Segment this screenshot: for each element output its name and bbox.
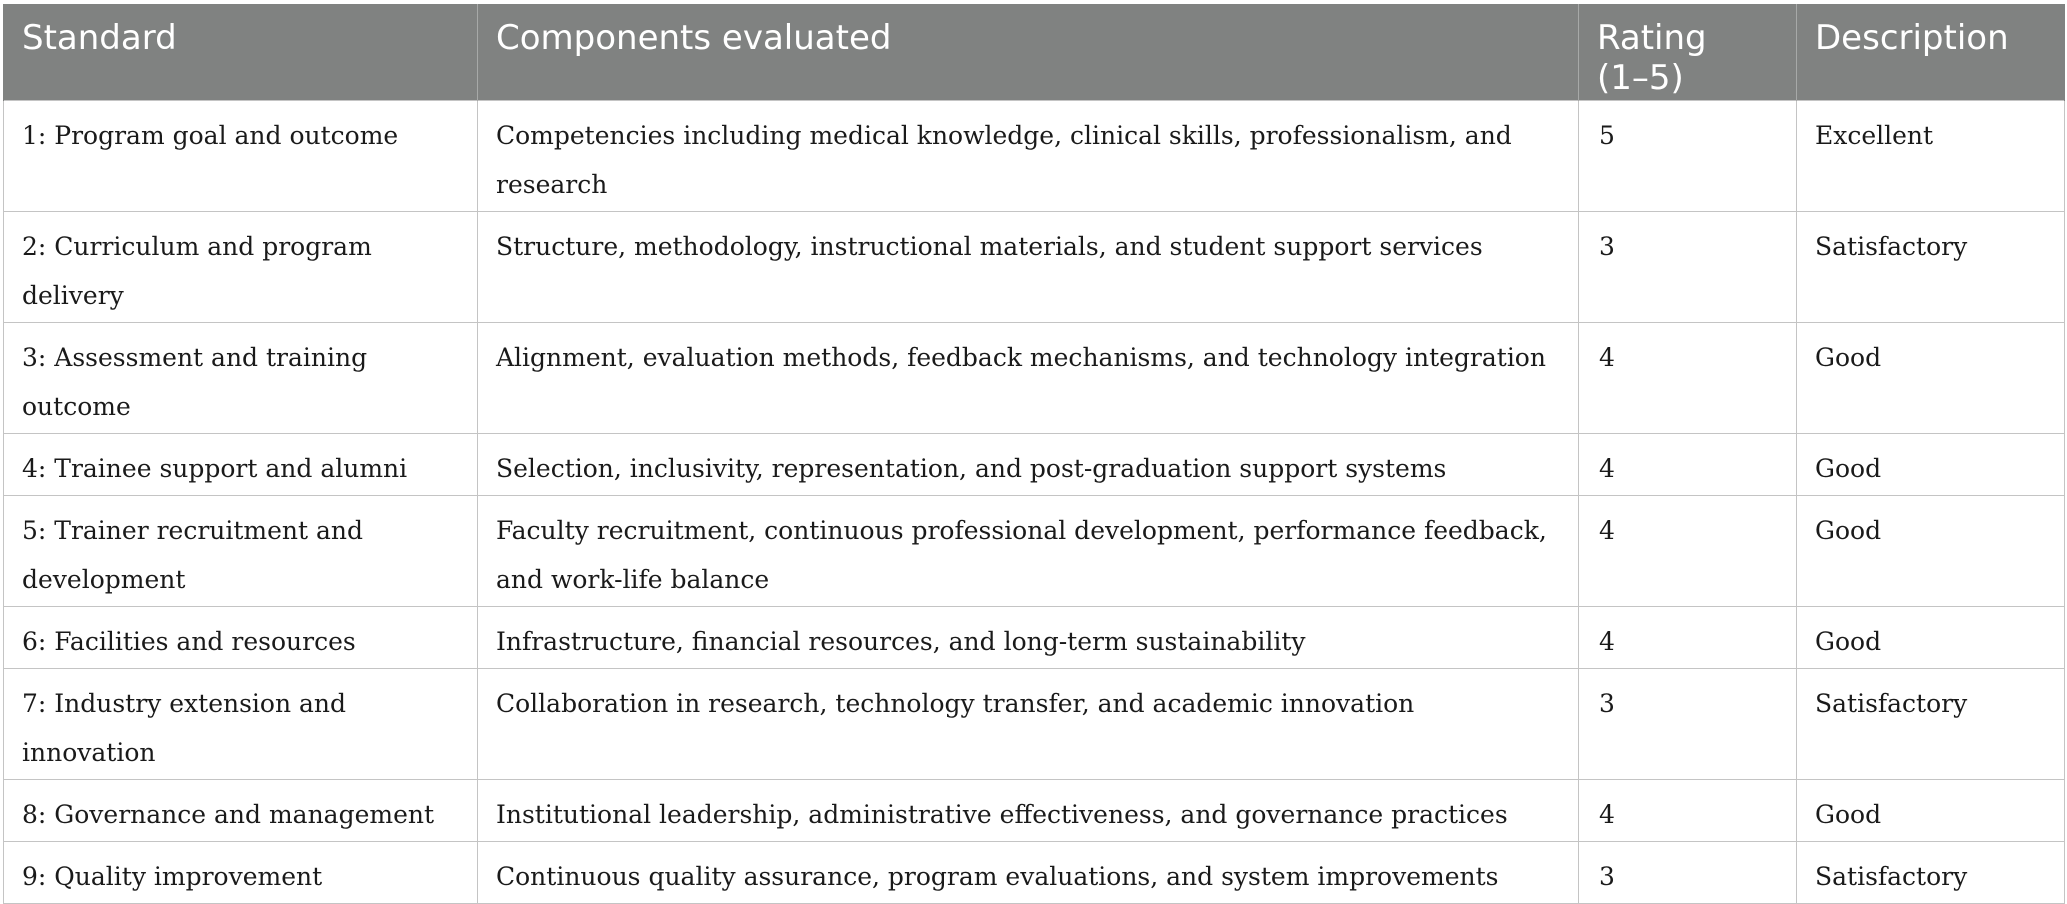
cell-rating: 4 [1579, 606, 1797, 668]
cell-standard: 3: Assessment and training outcome [4, 322, 478, 433]
table-row [4, 433, 2065, 495]
cell-components: Collaboration in research, technology transfer, and academic innovation [478, 668, 1579, 779]
cell-description: Good [1797, 322, 2065, 433]
table-row [4, 322, 2065, 433]
cell-description: Good [1797, 606, 2065, 668]
cell-description: Good [1797, 495, 2065, 606]
table-body [4, 100, 2065, 903]
cell-components: Structure, methodology, instructional materials, and student support services [478, 211, 1579, 322]
cell-standard: 6: Facilities and resources [4, 606, 478, 668]
cell-rating: 3 [1579, 841, 1797, 903]
table-row [4, 841, 2065, 903]
table-row [4, 495, 2065, 606]
header-standard: Standard [4, 4, 478, 100]
table-row [4, 668, 2065, 779]
header-rating-scale: (1–5) [1597, 58, 1684, 98]
header-description: Description [1797, 4, 2065, 100]
table-header [4, 4, 2065, 100]
standards-rating-table [3, 4, 2065, 904]
cell-rating: 4 [1579, 779, 1797, 841]
standards-table-container [3, 4, 2064, 904]
cell-components: Infrastructure, financial resources, and long-term sustainability [478, 606, 1579, 668]
cell-standard: 5: Trainer recruitment and development [4, 495, 478, 606]
cell-standard: 4: Trainee support and alumni [4, 433, 478, 495]
cell-components: Institutional leadership, administrative effectiveness, and governance practices [478, 779, 1579, 841]
cell-rating: 3 [1579, 668, 1797, 779]
table-row [4, 779, 2065, 841]
cell-description: Good [1797, 779, 2065, 841]
cell-rating: 3 [1579, 211, 1797, 322]
cell-standard: 7: Industry extension and innovation [4, 668, 478, 779]
cell-components: Selection, inclusivity, representation, and post-graduation support systems [478, 433, 1579, 495]
header-rating-label: Rating [1597, 18, 1707, 58]
cell-description: Excellent [1797, 100, 2065, 211]
table-row [4, 100, 2065, 211]
header-rating [1579, 4, 1797, 100]
cell-description: Satisfactory [1797, 668, 2065, 779]
cell-components: Alignment, evaluation methods, feedback mechanisms, and technology integration [478, 322, 1579, 433]
cell-rating: 4 [1579, 322, 1797, 433]
table-row [4, 606, 2065, 668]
cell-description: Good [1797, 433, 2065, 495]
cell-standard: 1: Program goal and outcome [4, 100, 478, 211]
cell-description: Satisfactory [1797, 841, 2065, 903]
cell-description: Satisfactory [1797, 211, 2065, 322]
cell-components: Competencies including medical knowledge, clinical skills, professionalism, and research [478, 100, 1579, 211]
cell-rating: 4 [1579, 433, 1797, 495]
cell-rating: 5 [1579, 100, 1797, 211]
cell-components: Continuous quality assurance, program evaluations, and system improvements [478, 841, 1579, 903]
cell-components: Faculty recruitment, continuous professional development, performance feedback, and work-life balance [478, 495, 1579, 606]
header-components: Components evaluated [478, 4, 1579, 100]
cell-standard: 8: Governance and management [4, 779, 478, 841]
table-row [4, 211, 2065, 322]
cell-standard: 9: Quality improvement [4, 841, 478, 903]
cell-standard: 2: Curriculum and program delivery [4, 211, 478, 322]
cell-rating: 4 [1579, 495, 1797, 606]
header-row [4, 4, 2065, 100]
